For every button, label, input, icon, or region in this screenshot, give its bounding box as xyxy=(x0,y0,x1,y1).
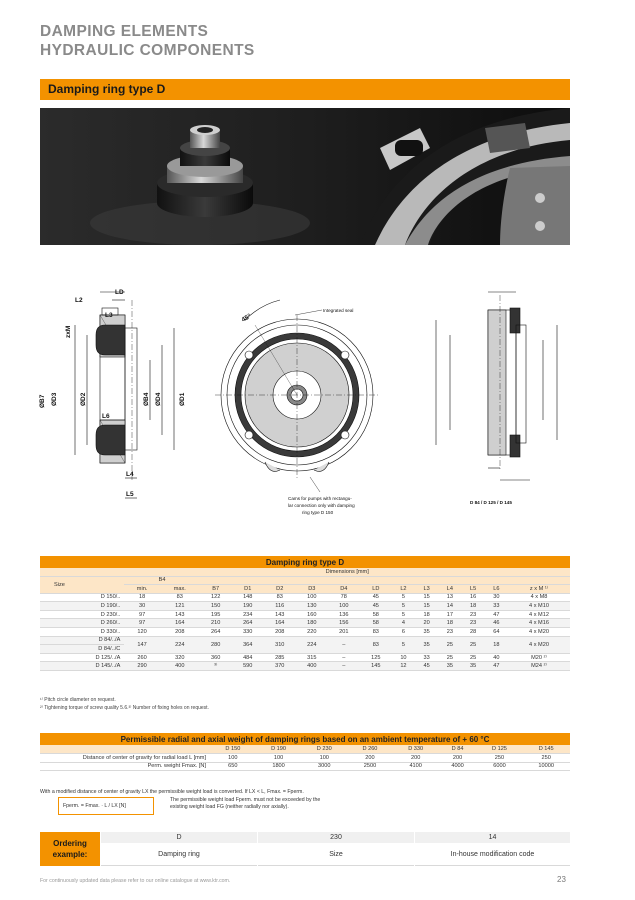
table-cell: 195 xyxy=(200,610,232,619)
table-cell: 100 xyxy=(296,593,328,602)
col-header: LD xyxy=(360,585,392,594)
dimensions-table xyxy=(40,556,570,671)
ordering-col-size xyxy=(257,832,414,866)
dim-label-l2: L2 xyxy=(75,297,83,304)
table-cell: – xyxy=(328,636,360,653)
table-cell: 35 xyxy=(438,662,461,671)
table-cell: 58 xyxy=(360,610,392,619)
table-cell: 25 xyxy=(438,653,461,662)
table-cell: 13 xyxy=(438,593,461,602)
table-cell: 30 xyxy=(124,602,160,611)
row-label-distance: Distance of center of gravity for radial load L [mm] xyxy=(40,754,210,763)
size-col-header: D 125 xyxy=(477,745,523,754)
table-cell: 330 xyxy=(232,628,264,637)
page-number: 23 xyxy=(557,875,566,884)
table-cell: 58 xyxy=(360,619,392,628)
table-cell: 83 xyxy=(360,636,392,653)
size-col-header: D 150 xyxy=(210,745,256,754)
table-cell: 143 xyxy=(160,610,200,619)
table-cell: 18 xyxy=(438,619,461,628)
table-cell: 1800 xyxy=(256,762,302,771)
dim-label-d4: ØD4 xyxy=(155,392,162,406)
table-cell: 25 xyxy=(462,636,485,653)
table-cell: 290 xyxy=(124,662,160,671)
table-row xyxy=(40,662,570,671)
footnote-2: ²⁾ Tightening torque of screw quality 5.6.³⁾ Number of fixing holes on request. xyxy=(40,705,209,711)
table-cell: 6 xyxy=(392,628,415,637)
col-header: L3 xyxy=(415,585,438,594)
table-cell: ³⁾ xyxy=(200,662,232,671)
table-cell: 45 xyxy=(360,593,392,602)
table-cell: D 84/../A xyxy=(40,636,124,645)
table-cell: 160 xyxy=(296,610,328,619)
ordering-label-line-2: example: xyxy=(52,850,88,859)
table-cell: 30 xyxy=(485,593,508,602)
table-cell: 147 xyxy=(124,636,160,653)
table-cell: 100 xyxy=(301,754,347,763)
table-cell: 2500 xyxy=(347,762,393,771)
table-cell: – xyxy=(328,653,360,662)
dim-label-d2: ØD2 xyxy=(80,392,87,406)
table-cell: D 190/.. xyxy=(40,602,124,611)
table-cell: 200 xyxy=(347,754,393,763)
table-cell: 100 xyxy=(256,754,302,763)
table-cell: 116 xyxy=(264,602,296,611)
table-cell: 150 xyxy=(200,602,232,611)
table-cell: D 230/.. xyxy=(40,610,124,619)
table-cell: 164 xyxy=(160,619,200,628)
cams-note-line-3: ring type D 150 xyxy=(302,510,334,515)
banner-title: Damping ring type D xyxy=(48,82,166,96)
table-cell: 4 x M20 xyxy=(508,628,570,637)
table-cell: 320 xyxy=(160,653,200,662)
angle-label: 45° xyxy=(240,312,253,324)
dim-label-l4: L4 xyxy=(126,471,134,478)
footer-text: For continuously updated data please refer to our online catalogue at www.ktr.com. xyxy=(40,878,231,884)
table-cell: 18 xyxy=(485,636,508,653)
table-cell: 260 xyxy=(124,653,160,662)
table-cell: 264 xyxy=(232,619,264,628)
dim-label-d1: ØD1 xyxy=(179,392,186,406)
table-cell: 46 xyxy=(485,619,508,628)
table-cell: 224 xyxy=(296,636,328,653)
dim-label-l3: L3 xyxy=(105,312,113,319)
technical-drawing-svg xyxy=(40,280,570,520)
dim-label-zxm: zxM xyxy=(65,325,72,338)
ordering-meaning-modification: In-house modification code xyxy=(415,843,570,866)
table-cell: 83 xyxy=(360,628,392,637)
dim-label-l6: L6 xyxy=(102,413,110,420)
table-cell: 28 xyxy=(462,628,485,637)
ordering-meaning-type: Damping ring xyxy=(101,843,257,866)
table-cell: D 125/../A xyxy=(40,653,124,662)
table-cell: 208 xyxy=(264,628,296,637)
table-cell: 310 xyxy=(264,636,296,653)
size-col-header: D 84 xyxy=(439,745,477,754)
table-cell: 156 xyxy=(328,619,360,628)
size-header: Size xyxy=(40,576,124,593)
table-cell: D 84/../C xyxy=(40,645,124,654)
table-cell: 15 xyxy=(415,593,438,602)
table-cell: 18 xyxy=(415,610,438,619)
right-view-caption: D 84 / D 125 / D 145 xyxy=(470,500,512,505)
table-cell: 45 xyxy=(360,602,392,611)
table-cell: 100 xyxy=(210,754,256,763)
weight-table xyxy=(40,733,570,771)
table-cell: 180 xyxy=(296,619,328,628)
weight-table-title: Permissible radial and axial weight of damping rings based on an ambient temperature of + 60 °C xyxy=(40,733,570,745)
dim-label-b7: ØB7 xyxy=(39,394,46,408)
table-cell: 23 xyxy=(462,619,485,628)
ordering-code-modification: 14 xyxy=(415,832,570,843)
table-cell: 210 xyxy=(200,619,232,628)
table-cell: 97 xyxy=(124,619,160,628)
col-header: L4 xyxy=(438,585,461,594)
col-header: L5 xyxy=(462,585,485,594)
header-line-1: DAMPING ELEMENTS xyxy=(40,23,209,40)
table-cell: 15 xyxy=(415,602,438,611)
formula-note-line-1: The permissible weight load Fperm. must not be exceeded by the xyxy=(170,797,321,803)
table-cell: 190 xyxy=(232,602,264,611)
dimensions-table-title: Damping ring type D xyxy=(40,556,570,568)
table-cell: 35 xyxy=(462,662,485,671)
table-cell: 10 xyxy=(392,653,415,662)
table-cell: D 150/.. xyxy=(40,593,124,602)
table-cell: 5 xyxy=(392,636,415,653)
table-cell: 83 xyxy=(160,593,200,602)
table-cell: 264 xyxy=(200,628,232,637)
table-cell: M20 ²⁾ xyxy=(508,653,570,662)
col-header: L6 xyxy=(485,585,508,594)
dimensions-label: Dimensions [mm] xyxy=(124,568,570,576)
table-cell: 18 xyxy=(124,593,160,602)
size-col-header: D 190 xyxy=(256,745,302,754)
table-cell: 5 xyxy=(392,602,415,611)
formula-intro: With a modified distance of center of gravity LX the permissible weight load is converted. If LX < L, Fmax. = Fperm. xyxy=(40,789,304,795)
table-cell: 4 x M12 xyxy=(508,610,570,619)
table-cell: – xyxy=(328,662,360,671)
product-photo-image xyxy=(40,108,570,245)
integrated-seal-label: Integrated seal xyxy=(323,308,354,313)
formula-note xyxy=(170,797,370,811)
table-row xyxy=(40,636,570,645)
table-cell: 164 xyxy=(264,619,296,628)
table-cell: 18 xyxy=(462,602,485,611)
table-cell: 100 xyxy=(328,602,360,611)
size-col-header: D 260 xyxy=(347,745,393,754)
table-cell: 650 xyxy=(210,762,256,771)
formula-box: Fperm. = Fmax. · L / LX [N] xyxy=(58,797,154,815)
table-cell: D 260/.. xyxy=(40,619,124,628)
product-photo xyxy=(40,108,570,245)
table-cell: 200 xyxy=(439,754,477,763)
table-cell: 25 xyxy=(438,636,461,653)
col-header: max. xyxy=(160,585,200,594)
table-cell: 4100 xyxy=(393,762,439,771)
table-cell: 400 xyxy=(160,662,200,671)
table-cell: 40 xyxy=(485,653,508,662)
table-cell: 4 x M20 xyxy=(508,636,570,653)
table-cell: 35 xyxy=(415,628,438,637)
dim-label-d3: ØD3 xyxy=(51,392,58,406)
b4-header: B4 xyxy=(124,576,199,585)
table-cell: 47 xyxy=(485,662,508,671)
formula-note-line-2: existing weight load FG (neither radially nor axially). xyxy=(170,804,289,810)
table-cell: 208 xyxy=(160,628,200,637)
table-cell: 23 xyxy=(438,628,461,637)
table-cell: 3000 xyxy=(301,762,347,771)
table-cell: 47 xyxy=(485,610,508,619)
footnote-1: ¹⁾ Pitch circle diameter on request. xyxy=(40,697,116,703)
table-cell: 12 xyxy=(392,662,415,671)
table-cell: 14 xyxy=(438,602,461,611)
table-cell: 20 xyxy=(415,619,438,628)
table-cell: 64 xyxy=(485,628,508,637)
technical-drawing xyxy=(40,280,570,525)
ordering-example xyxy=(40,832,570,866)
table-cell: 33 xyxy=(485,602,508,611)
table-cell: 130 xyxy=(296,602,328,611)
ordering-label-line-1: Ordering xyxy=(53,839,87,848)
ordering-col-modification xyxy=(414,832,570,866)
table-cell: 25 xyxy=(462,653,485,662)
dim-label-ld: LD xyxy=(115,289,124,296)
table-cell: 315 xyxy=(296,653,328,662)
page-header xyxy=(40,22,255,60)
table-cell: 590 xyxy=(232,662,264,671)
size-col-header: D 330 xyxy=(393,745,439,754)
dim-label-b4: ØB4 xyxy=(143,392,150,406)
table-cell: 4 x M10 xyxy=(508,602,570,611)
table-cell: 200 xyxy=(393,754,439,763)
size-col-header: D 145 xyxy=(522,745,570,754)
table-row xyxy=(40,602,570,611)
col-header: L2 xyxy=(392,585,415,594)
table-row xyxy=(40,593,570,602)
section-banner xyxy=(40,79,570,100)
table-cell: 250 xyxy=(477,754,523,763)
cams-note-line-1: Cams for pumps with rectangu- xyxy=(288,496,352,501)
table-cell: 10000 xyxy=(522,762,570,771)
table-cell: 122 xyxy=(200,593,232,602)
col-header: B7 xyxy=(200,585,232,594)
table-cell: 23 xyxy=(462,610,485,619)
size-col-header: D 230 xyxy=(301,745,347,754)
table-cell: 234 xyxy=(232,610,264,619)
table-cell: 5 xyxy=(392,593,415,602)
table-cell: 33 xyxy=(415,653,438,662)
ordering-code-type: D xyxy=(101,832,257,843)
col-header: D2 xyxy=(264,585,296,594)
col-header: D1 xyxy=(232,585,264,594)
table-row xyxy=(40,653,570,662)
table-cell: 285 xyxy=(264,653,296,662)
row-label-weight: Perm. weight Fmax. [N] xyxy=(40,762,210,771)
table-cell: 45 xyxy=(415,662,438,671)
table-cell: 148 xyxy=(232,593,264,602)
table-cell: 16 xyxy=(462,593,485,602)
table-cell: 224 xyxy=(160,636,200,653)
table-cell: 364 xyxy=(232,636,264,653)
ordering-meaning-size: Size xyxy=(258,843,414,866)
table-cell: 125 xyxy=(360,653,392,662)
table-cell: 143 xyxy=(264,610,296,619)
table-cell: 370 xyxy=(264,662,296,671)
table-cell: M24 ²⁾ xyxy=(508,662,570,671)
table-cell: D 330/.. xyxy=(40,628,124,637)
table-cell: 17 xyxy=(438,610,461,619)
table-cell: D 145/../A xyxy=(40,662,124,671)
table-cell: 484 xyxy=(232,653,264,662)
table-cell: 250 xyxy=(522,754,570,763)
table-cell: 400 xyxy=(296,662,328,671)
table-row xyxy=(40,619,570,628)
table-cell: 6000 xyxy=(477,762,523,771)
table-cell: 4 x M8 xyxy=(508,593,570,602)
col-header: z x M ¹⁾ xyxy=(508,585,570,594)
table-cell: 280 xyxy=(200,636,232,653)
table-row xyxy=(40,628,570,637)
ordering-col-type xyxy=(100,832,257,866)
table-cell: 136 xyxy=(328,610,360,619)
table-cell: 97 xyxy=(124,610,160,619)
col-header: D3 xyxy=(296,585,328,594)
table-cell: 35 xyxy=(415,636,438,653)
col-header: D4 xyxy=(328,585,360,594)
table-row xyxy=(40,610,570,619)
table-cell: 4 x M16 xyxy=(508,619,570,628)
table-cell: 5 xyxy=(392,610,415,619)
col-header: min. xyxy=(124,585,160,594)
table-cell: 201 xyxy=(328,628,360,637)
table-cell: 4000 xyxy=(439,762,477,771)
table-cell: 220 xyxy=(296,628,328,637)
dim-label-l5: L5 xyxy=(126,491,134,498)
cams-note-line-2: lar connection only with damping xyxy=(288,503,355,508)
table-cell: 120 xyxy=(124,628,160,637)
ordering-label xyxy=(40,832,100,866)
table-cell: 78 xyxy=(328,593,360,602)
header-line-2: HYDRAULIC COMPONENTS xyxy=(40,42,255,59)
table-cell: 360 xyxy=(200,653,232,662)
table-cell: 145 xyxy=(360,662,392,671)
table-cell: 83 xyxy=(264,593,296,602)
table-cell: 121 xyxy=(160,602,200,611)
table-cell: 4 xyxy=(392,619,415,628)
ordering-code-size: 230 xyxy=(258,832,414,843)
